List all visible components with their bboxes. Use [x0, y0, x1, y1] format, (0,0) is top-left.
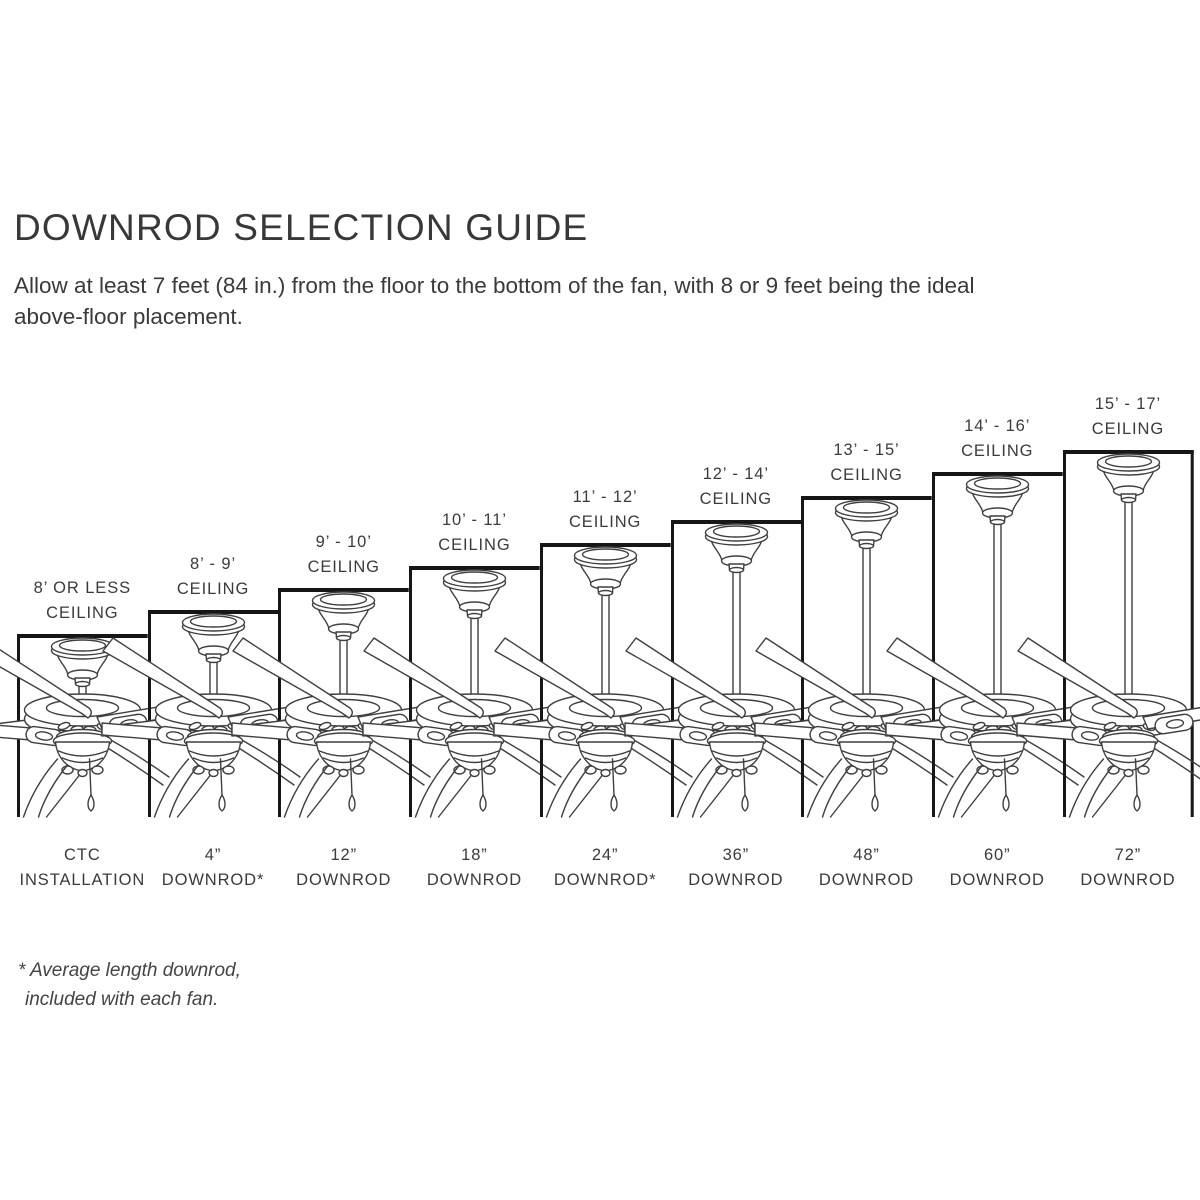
- ceiling-range-text: 14’ - 16’: [964, 417, 1031, 435]
- downrod-size-text: 4”: [204, 846, 222, 864]
- downrod-word-text: INSTALLATION: [19, 871, 146, 889]
- page-title: DOWNROD SELECTION GUIDE: [14, 207, 589, 248]
- downrod-word-text: DOWNROD: [818, 871, 915, 889]
- downrod-size-text: 72”: [1114, 846, 1142, 864]
- ceiling-word-text: CEILING: [830, 466, 903, 484]
- downrod-word-text: DOWNROD: [426, 871, 523, 889]
- downrod-word-text: DOWNROD: [296, 871, 392, 889]
- downrod-size-text: 60”: [983, 846, 1011, 864]
- footnote: [18, 956, 241, 1014]
- subtitle-line-1: Allow at least 7 feet (84 in.) from the floor to the bottom of the fan, with 8 or 9 feet being the ideal: [14, 273, 975, 298]
- ceiling-range-text: 8’ - 9’: [190, 555, 237, 573]
- downrod-size-label: [540, 843, 671, 893]
- ceiling-word-text: CEILING: [176, 580, 250, 598]
- fan-column: [1063, 0, 1194, 1200]
- ceiling-word-text: CEILING: [961, 442, 1034, 460]
- downrod-size-label: [148, 843, 279, 893]
- downrod-size-text: 12”: [330, 846, 358, 864]
- ceiling-range-text: 9’ - 10’: [315, 533, 372, 551]
- footnote-line-1: * Average length downrod,: [18, 960, 241, 981]
- ceiling-range-text: 13’ - 15’: [833, 441, 900, 459]
- ceiling-range-text: 12’ - 14’: [702, 465, 769, 483]
- downrod-word-text: DOWNROD: [688, 871, 784, 889]
- ceiling-range-text: 8’ OR LESS: [33, 579, 132, 597]
- ceiling-word-text: CEILING: [307, 558, 380, 576]
- ceiling-range-text: 11’ - 12’: [572, 488, 638, 506]
- ceiling-word-text: CEILING: [1091, 420, 1165, 438]
- ceiling-word-text: CEILING: [438, 536, 511, 554]
- downrod-size-label: [932, 843, 1063, 893]
- downrod-size-label: [409, 843, 540, 893]
- downrod-word-text: DOWNROD: [1080, 871, 1176, 889]
- downrod-size-text: CTC: [64, 846, 101, 864]
- ceiling-fan-illustration: [1013, 450, 1200, 817]
- ceiling-range-text: 15’ - 17’: [1094, 395, 1162, 413]
- downrod-size-label: [1063, 843, 1194, 893]
- fan-column: [17, 0, 148, 1200]
- subtitle-line-2: above-floor placement.: [14, 304, 243, 329]
- downrod-size-text: 24”: [591, 846, 619, 864]
- downrod-size-text: 18”: [461, 846, 488, 864]
- ceiling-word-text: CEILING: [46, 604, 119, 622]
- downrod-size-text: 36”: [722, 846, 750, 864]
- downrod-size-label: [17, 843, 148, 893]
- downrod-word-text: DOWNROD: [949, 871, 1045, 889]
- downrod-word-text: DOWNROD*: [553, 871, 657, 889]
- downrod-size-label: [278, 843, 409, 893]
- footnote-line-2: included with each fan.: [25, 989, 219, 1010]
- ceiling-word-text: CEILING: [699, 490, 772, 508]
- downrod-word-text: DOWNROD*: [161, 871, 265, 889]
- ceiling-height-label: [1063, 392, 1194, 442]
- downrod-size-text: 48”: [853, 846, 880, 864]
- downrod-size-label: [801, 843, 932, 893]
- ceiling-range-text: 10’ - 11’: [441, 511, 507, 529]
- ceiling-word-text: CEILING: [568, 513, 642, 531]
- ceiling-height-box: [1063, 450, 1194, 817]
- downrod-size-label: [671, 843, 802, 893]
